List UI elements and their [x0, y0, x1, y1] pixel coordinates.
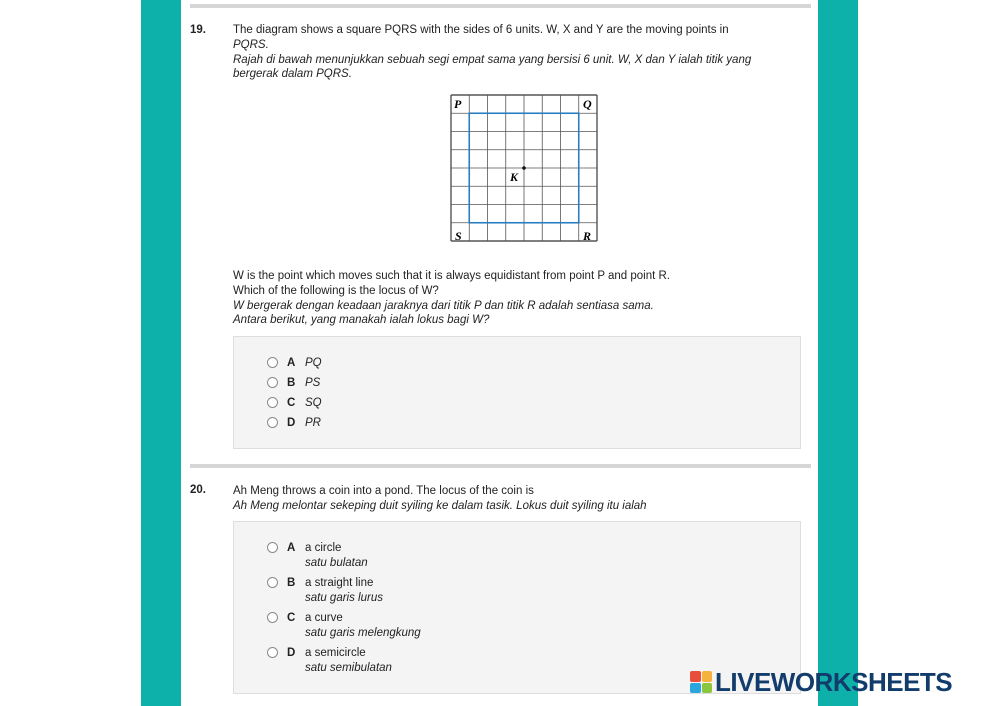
radio-button[interactable] — [267, 577, 278, 588]
logo-mark-square — [690, 683, 701, 694]
option-letter: A — [287, 542, 296, 554]
radio-button[interactable] — [267, 357, 278, 368]
option-text: PQ — [305, 357, 322, 369]
option-text — [305, 541, 368, 570]
option-text-malay: satu semibulatan — [305, 661, 392, 674]
option-letter: D — [287, 647, 296, 659]
stem-malay: Ah Meng melontar sekeping duit syiling ke dalam tasik. Lokus duit syiling itu ialah — [233, 499, 647, 512]
radio-button[interactable] — [267, 647, 278, 658]
question-19-stem — [233, 23, 798, 82]
point-k — [522, 166, 526, 170]
logo-mark-square — [702, 683, 713, 694]
option-text-english: a semicircle — [305, 647, 366, 659]
pqrs-grid-diagram — [450, 94, 600, 246]
label-q: Q — [583, 97, 592, 111]
logo-mark-square — [702, 671, 713, 682]
logo-mark-square — [690, 671, 701, 682]
question-number: 20. — [190, 484, 206, 496]
radio-button[interactable] — [267, 542, 278, 553]
option-letter: C — [287, 397, 296, 409]
option-text: PS — [305, 377, 321, 389]
q19-options-panel — [233, 336, 801, 449]
option-letter: C — [287, 612, 296, 624]
right-side-band — [818, 0, 858, 706]
radio-button[interactable] — [267, 397, 278, 408]
option-text — [305, 611, 421, 640]
question-20-stem — [233, 484, 798, 514]
question-english-line-1: W is the point which moves such that it is always equidistant from point P and point R. — [233, 270, 670, 282]
option-text: SQ — [305, 397, 322, 409]
option-text: PR — [305, 417, 321, 429]
option-letter: B — [287, 377, 296, 389]
label-s: S — [455, 229, 462, 243]
question-english-line-2: Which of the following is the locus of W? — [233, 284, 439, 297]
option-letter: B — [287, 577, 296, 589]
question-number: 19. — [190, 24, 206, 36]
option-text-malay: satu garis lurus — [305, 591, 383, 604]
logo-mark-icon — [690, 671, 712, 693]
option-text-malay: satu garis melengkung — [305, 626, 421, 639]
stem-malay-line-1: Rajah di bawah menunjukkan sebuah segi empat sama yang bersisi 6 unit. W, X dan Y ialah titik yang — [233, 53, 752, 66]
option-letter: D — [287, 417, 296, 429]
question-divider — [190, 4, 811, 8]
stem-english-line-1: The diagram shows a square PQRS with the sides of 6 units. W, X and Y are the moving points in — [233, 24, 729, 36]
radio-button[interactable] — [267, 612, 278, 623]
stem-english-line-2: PQRS. — [233, 38, 269, 51]
stem-malay-line-2: bergerak dalam PQRS. — [233, 68, 352, 81]
question-malay-line-2: Antara berikut, yang manakah ialah lokus bagi W? — [233, 314, 490, 327]
question-19-prompt — [233, 269, 798, 328]
liveworksheets-logo[interactable] — [690, 668, 952, 696]
option-text — [305, 576, 383, 605]
left-side-band — [141, 0, 181, 706]
option-text-malay: satu bulatan — [305, 556, 368, 569]
label-p: P — [454, 97, 462, 111]
label-r: R — [583, 229, 592, 243]
question-malay-line-1: W bergerak dengan keadaan jaraknya dari titik P dan titik R adalah sentiasa sama. — [233, 299, 654, 312]
radio-button[interactable] — [267, 417, 278, 428]
question-divider — [190, 464, 811, 468]
option-letter: A — [287, 357, 296, 369]
radio-button[interactable] — [267, 377, 278, 388]
option-text-english: a straight line — [305, 577, 374, 589]
option-text — [305, 646, 392, 675]
stem-english: Ah Meng throws a coin into a pond. The locus of the coin is — [233, 485, 534, 497]
label-k: K — [510, 170, 519, 184]
option-text-english: a circle — [305, 542, 342, 554]
option-text-english: a curve — [305, 612, 343, 624]
logo-text: LIVEWORKSHEETS — [715, 666, 953, 697]
